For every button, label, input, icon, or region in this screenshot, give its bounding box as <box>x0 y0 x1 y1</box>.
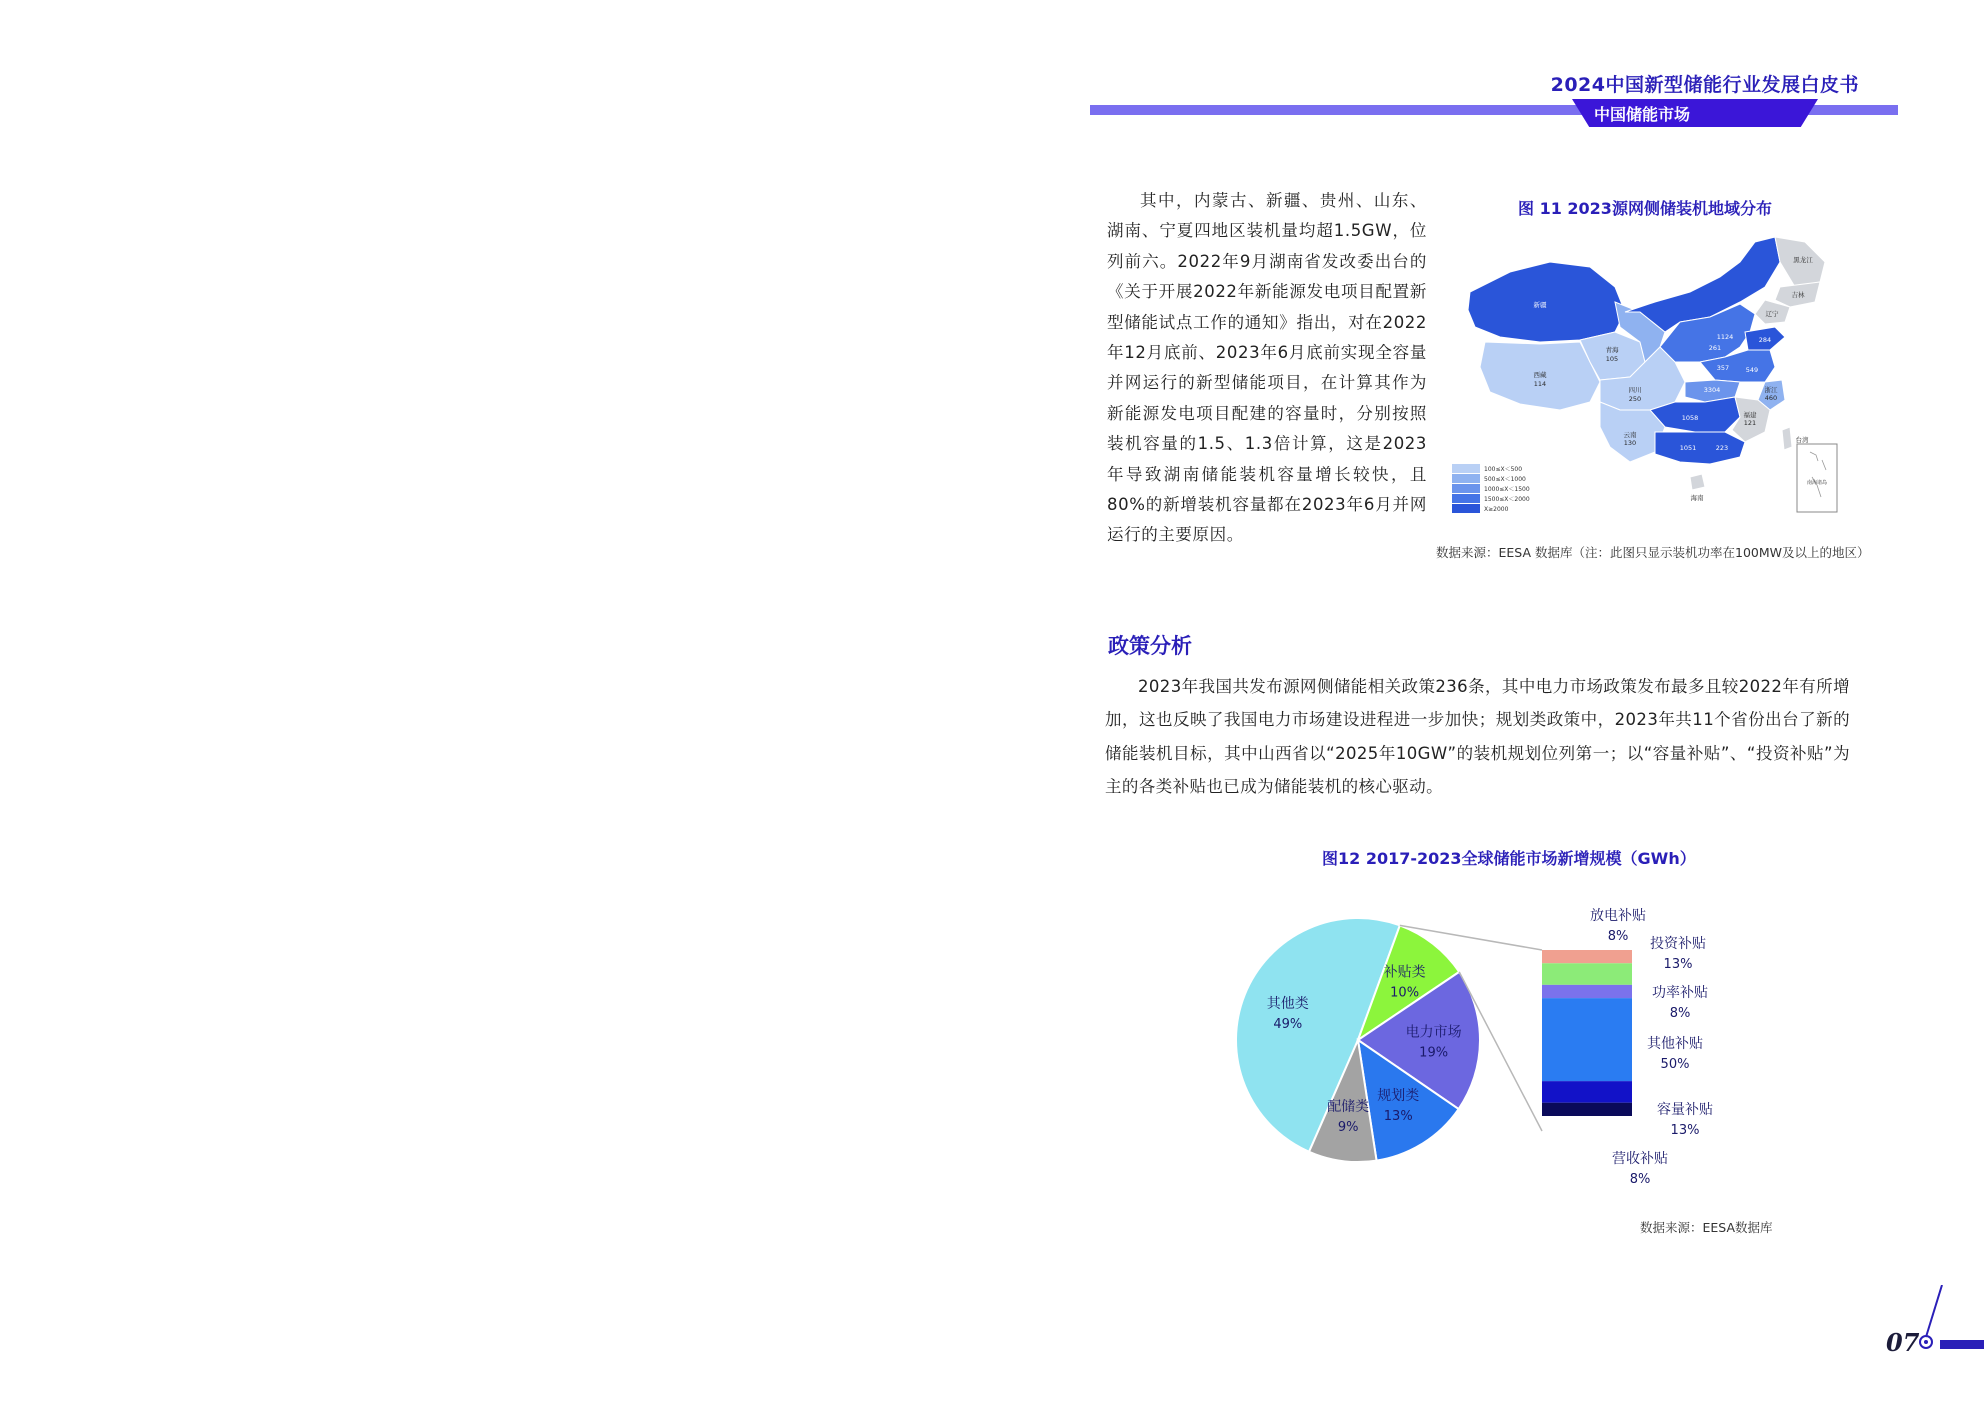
bar-percent-1: 13% <box>1663 957 1693 972</box>
bar-segment-2 <box>1542 985 1632 998</box>
map-region-taiwan <box>1782 427 1792 450</box>
body-paragraph-2: 2023年我国共发布源网侧储能相关政策236条，其中电力市场政策发布最多且较2022年有所增加，这也反映了我国电力市场建设进程进一步加快；规划类政策中，2023年共11个省份出台了新的储能装机目标，其中山西省以“2025年10GW”的装机规划位列第一；以“容量补贴”、“投资补贴”为主的各类补贴也已成为储能装机的核心驱动。 <box>1105 677 1850 797</box>
china-storage-map <box>1440 232 1910 522</box>
map-legend-swatch-3 <box>1452 484 1480 493</box>
map-value-fujian: 121 <box>1743 419 1757 427</box>
page-number: 07 <box>1886 1328 1920 1357</box>
map-value-anhui: 549 <box>1745 366 1759 374</box>
bar-label-5: 营收补贴 <box>1612 1151 1668 1167</box>
south-china-sea-inset <box>1797 444 1837 512</box>
pie-percent-0: 49% <box>1273 1016 1303 1032</box>
map-label-heilongjiang: 黑龙江 <box>1793 256 1813 264</box>
map-region-guangxi-guangdong <box>1655 432 1745 464</box>
map-legend-label-1: 100≤X＜500 <box>1484 466 1523 473</box>
bar-percent-0: 8% <box>1607 929 1629 944</box>
map-label-tibet: 西藏 <box>1533 371 1547 379</box>
map-region-hainan <box>1690 474 1705 490</box>
map-label-yunnan: 云南 <box>1623 431 1637 439</box>
map-legend-swatch-1 <box>1452 464 1480 473</box>
map-value-guangxi: 1051 <box>1679 444 1697 452</box>
figure-11-caption: 图 11 2023源网侧储装机地域分布 <box>1518 199 1772 218</box>
map-label-liaoning: 辽宁 <box>1765 310 1779 318</box>
pie-label-3: 规划类 <box>1377 1088 1420 1105</box>
map-value-zhejiang: 460 <box>1764 394 1778 402</box>
map-legend-swatch-4 <box>1452 494 1480 503</box>
body-paragraph-1: 其中，内蒙古、新疆、贵州、山东、湖南、宁夏四地区装机量均超1.5GW，位列前六。2022年9月湖南省发改委出台的《关于开展2022年新能源发电项目配置新型储能试点工作的通知》指出，对在2022年12月底前、2023年6月底前实现全容量并网运行的新型储能项目，在计算其作为新能源发电项目配建的容量时，分别按照装机容量的1.5、1.3倍计算，这是2023年导致湖南储能装机容量增长较快，且80%的新增装机容量都在2023年6月并网运行的主要原因。 <box>1107 191 1427 545</box>
bar-segment-1 <box>1542 963 1632 985</box>
bar-label-0: 放电补贴 <box>1590 908 1646 924</box>
figure-12-source: 数据来源：EESA数据库 <box>1640 1220 1773 1235</box>
policy-pie-of-bar-chart <box>1220 895 1800 1205</box>
map-value-sichuan: 250 <box>1628 395 1642 403</box>
section-title: 政策分析 <box>1108 634 1192 658</box>
bar-percent-2: 8% <box>1669 1006 1691 1021</box>
pie-label-1: 补贴类 <box>1383 964 1426 981</box>
map-value-qinghai: 105 <box>1605 355 1619 363</box>
section-name: 中国储能市场 <box>1594 105 1691 124</box>
page-corner-ornament <box>1912 1285 1984 1355</box>
bar-label-4: 容量补贴 <box>1657 1102 1713 1118</box>
pie-percent-3: 13% <box>1383 1109 1413 1125</box>
map-value-shandong: 284 <box>1758 336 1772 344</box>
map-region-xinjiang <box>1468 262 1625 342</box>
map-label-fujian: 福建 <box>1743 411 1757 419</box>
map-label-sichuan: 四川 <box>1628 386 1642 394</box>
map-legend-label-5: X≥2000 <box>1484 506 1509 513</box>
pie-label-4: 配储类 <box>1327 1099 1370 1116</box>
map-label-hainan: 海南 <box>1690 494 1704 502</box>
bar-percent-5: 8% <box>1629 1172 1651 1187</box>
figure-11-source: 数据来源：EESA 数据库（注：此图只显示装机功率在100MW及以上的地区） <box>1436 545 1870 560</box>
map-legend-label-3: 1000≤X＜1500 <box>1484 486 1530 493</box>
bar-segment-5 <box>1542 1103 1632 1116</box>
map-label-qinghai: 青海 <box>1605 346 1619 354</box>
map-legend-swatch-2 <box>1452 474 1480 483</box>
map-inset-label: 南海诸岛 <box>1806 480 1828 486</box>
map-label-xinjiang: 新疆 <box>1533 301 1547 309</box>
bar-segment-0 <box>1542 950 1632 963</box>
pie-percent-1: 10% <box>1390 985 1420 1001</box>
map-legend-label-2: 500≤X＜1000 <box>1484 476 1526 483</box>
pie-label-2: 电力市场 <box>1405 1024 1462 1041</box>
map-legend-label-4: 1500≤X＜2000 <box>1484 496 1530 503</box>
map-legend <box>1452 464 1530 513</box>
pie-percent-4: 9% <box>1337 1120 1359 1136</box>
bar-label-1: 投资补贴 <box>1650 936 1706 952</box>
map-value-guizhou: 1058 <box>1681 414 1699 422</box>
bar-percent-3: 50% <box>1660 1057 1690 1072</box>
map-label-taiwan: 台湾 <box>1795 436 1809 444</box>
map-label-zhejiang: 浙江 <box>1764 386 1778 394</box>
map-value-shanxi: 261 <box>1708 344 1722 352</box>
map-value-guangdong: 223 <box>1715 444 1729 452</box>
pie-label-0: 其他类 <box>1266 995 1309 1012</box>
bar-label-3: 其他补贴 <box>1647 1036 1703 1052</box>
map-value-henan: 357 <box>1716 364 1730 372</box>
bar-segment-3 <box>1542 998 1632 1081</box>
map-value-hubei: 3304 <box>1703 386 1721 394</box>
map-value-hebei: 1124 <box>1716 333 1734 341</box>
map-label-jilin: 吉林 <box>1791 291 1805 299</box>
bar-label-2: 功率补贴 <box>1652 985 1708 1001</box>
document-title: 2024中国新型储能行业发展白皮书 <box>1550 74 1859 96</box>
figure-12-caption: 图12 2017-2023全球储能市场新增规模（GWh） <box>1322 849 1696 868</box>
map-value-tibet: 114 <box>1533 380 1547 388</box>
bar-segment-4 <box>1542 1081 1632 1103</box>
pie-percent-2: 19% <box>1419 1045 1449 1061</box>
map-value-yunnan: 130 <box>1623 439 1637 447</box>
map-legend-swatch-5 <box>1452 504 1480 513</box>
bar-percent-4: 13% <box>1670 1123 1700 1138</box>
